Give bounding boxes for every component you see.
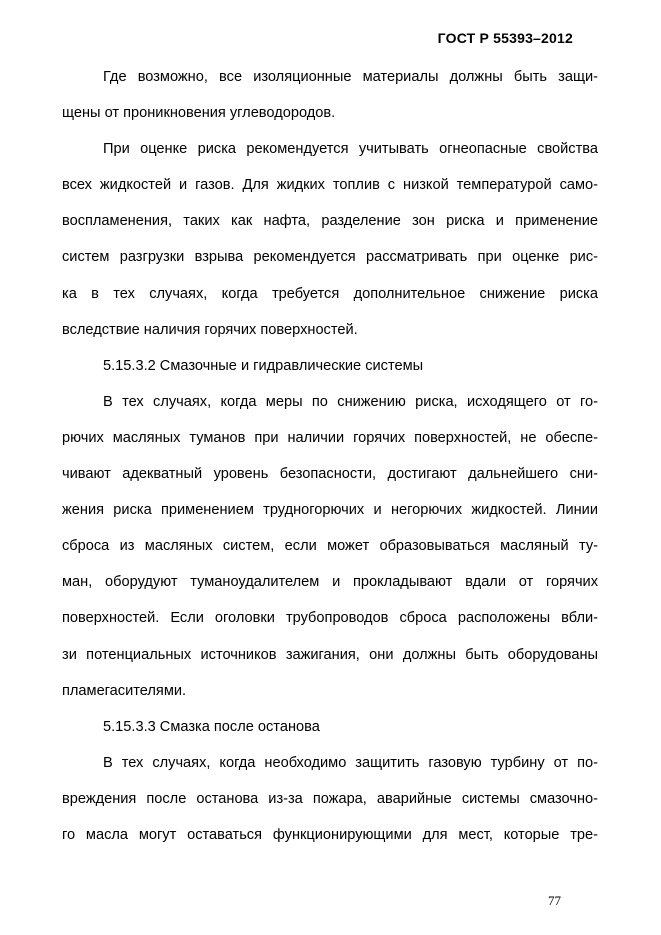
text-line: При оценке риска рекомендуется учитывать огнеопасные свойства — [103, 141, 598, 158]
page-number: 77 — [548, 893, 561, 908]
text-line: рючих масляных туманов при наличии горячих поверхностей, не обеспе- — [62, 429, 598, 446]
text-line: воспламенения, таких как нафта, разделение зон риска и применение — [62, 213, 598, 230]
text-line: зи потенциальных источников зажигания, они должны быть оборудованы — [62, 646, 598, 663]
text-line: 5.15.3.2 Смазочные и гидравлические системы — [103, 357, 424, 374]
text-line: систем разгрузки взрыва рекомендуется рассматривать при оценке рис- — [62, 249, 598, 266]
text-line: В тех случаях, когда необходимо защитить газовую турбину от по- — [103, 754, 598, 771]
text-line: вреждения после останова из-за пожара, аварийные системы смазочно- — [62, 790, 598, 807]
text-line: пламегасителями. — [62, 682, 187, 699]
text-line: жения риска применением трудногорючих и негорючих жидкостей. Линии — [62, 502, 598, 519]
document-code-header: ГОСТ Р 55393–2012 — [437, 30, 573, 46]
text-line: ка в тех случаях, когда требуется дополнительное снижение риска — [62, 285, 598, 302]
text-line: вследствие наличия горячих поверхностей. — [62, 321, 358, 338]
text-line: ман, оборудуют туманоудалителем и прокладывают вдали от горячих — [62, 574, 598, 591]
text-line: го масла могут оставаться функционирующими для мест, которые тре- — [62, 826, 598, 843]
text-line: сброса из масляных систем, если может образовываться масляный ту- — [62, 538, 598, 555]
text-line: всех жидкостей и газов. Для жидких топлив с низкой температурой само- — [62, 177, 598, 194]
text-line: поверхностей. Если оголовки трубопроводов сброса расположены вбли- — [62, 610, 598, 627]
text-line: щены от проникновения углеводородов. — [62, 105, 336, 122]
text-line: чивают адекватный уровень безопасности, достигают дальнейшего сни- — [62, 466, 598, 483]
text-line: В тех случаях, когда меры по снижению риска, исходящего от го- — [103, 393, 598, 410]
text-line: Где возможно, все изоляционные материалы должны быть защи- — [103, 69, 598, 85]
text-line: 5.15.3.3 Смазка после останова — [103, 718, 320, 735]
body-text — [62, 59, 598, 853]
